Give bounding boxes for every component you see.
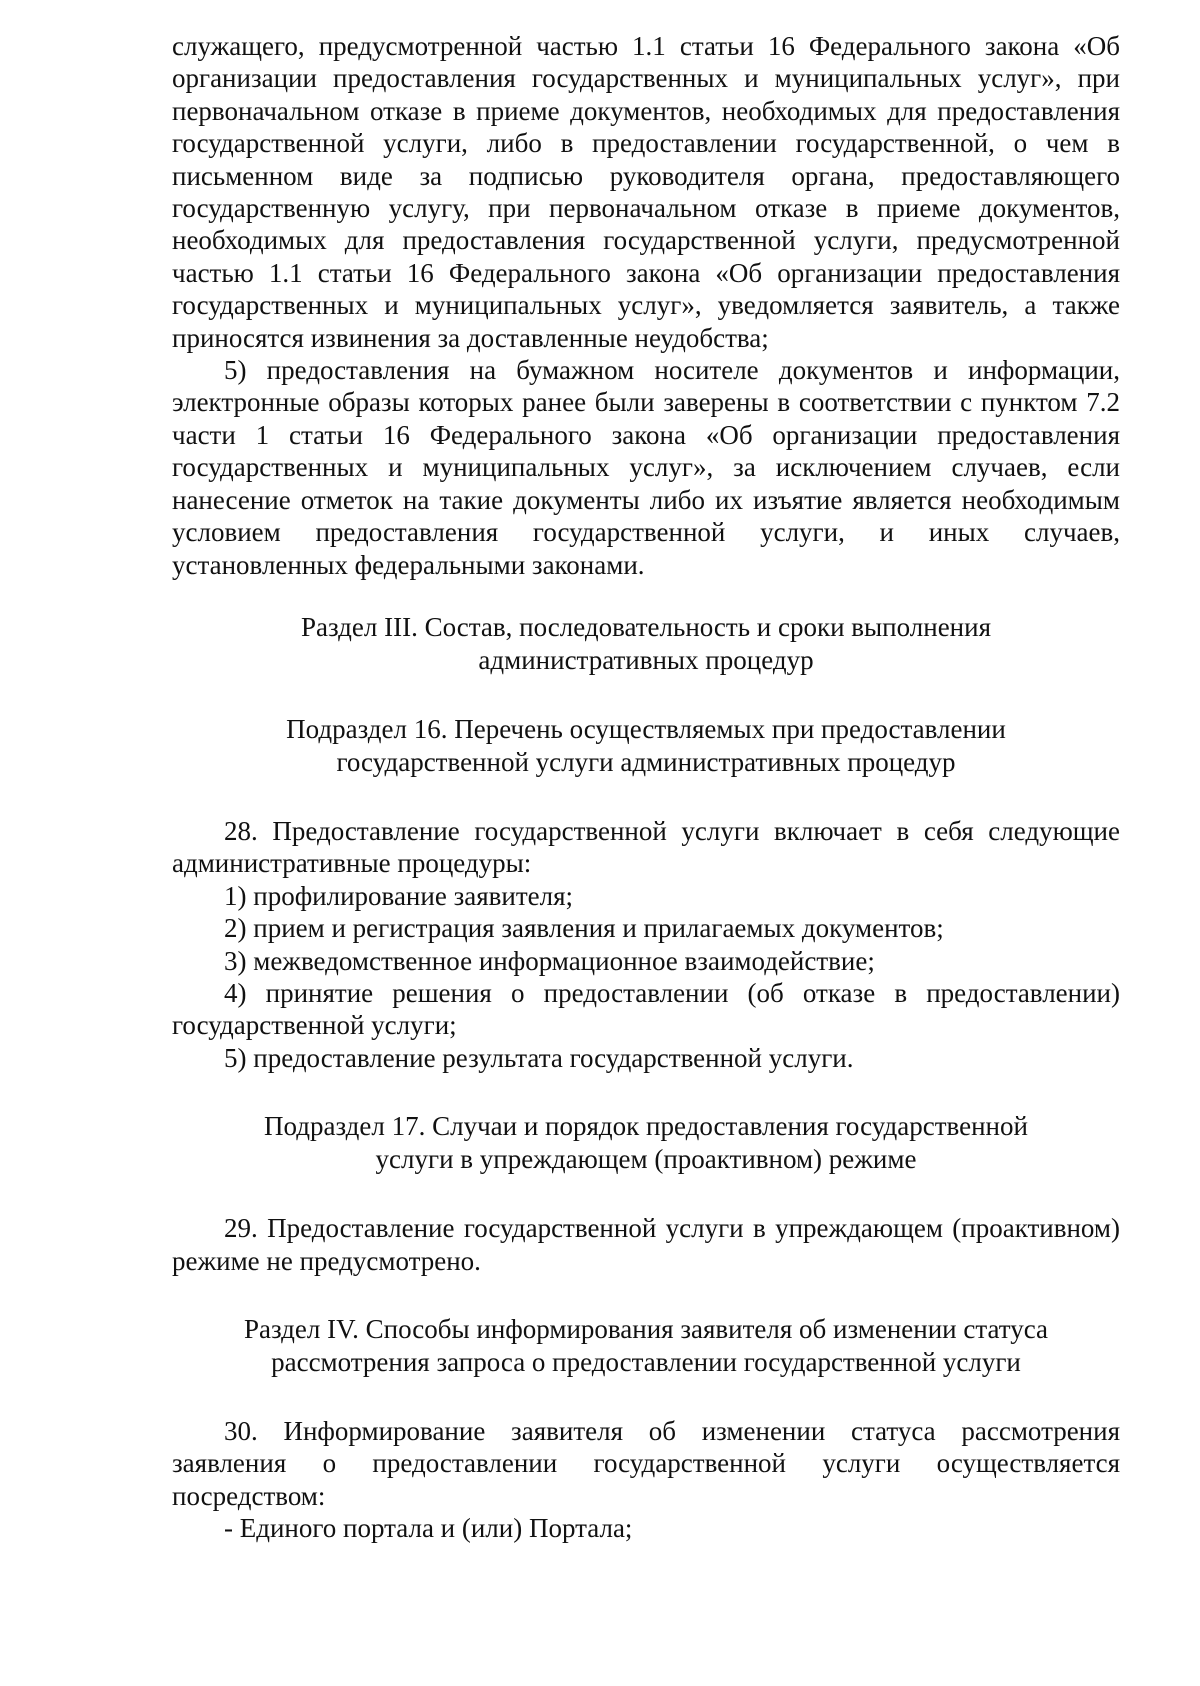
section-3-title-line1: Раздел III. Состав, последовательность и сроки выполнения xyxy=(301,611,991,642)
section-3-heading xyxy=(172,611,1120,677)
paragraph-29: 29. Предоставление государственной услуги в упреждающем (проактивном) режиме не предусмотрено. xyxy=(172,1213,1120,1276)
list-item: 1) профилирование заявителя; xyxy=(224,880,574,911)
list-item: - Единого портала и (или) Портала; xyxy=(224,1513,633,1544)
subsection-16-heading xyxy=(172,713,1120,779)
document-page xyxy=(172,30,1120,1545)
paragraph-item-5: 5) предоставления на бумажном носителе документов и информации, электронные образы которых ранее были заверены в соответствии с пунктом 7.2 части 1 статьи 16 Федерального закона «Об организации предоставления государственных и муниципальных услуг», за исключением случаев, если нанесение отметок на такие документы либо их изъятие является необходимым условием предоставления государственной услуги, и иных случаев, установленных федеральными законами. xyxy=(172,355,1120,580)
list-item: 2) прием и регистрация заявления и прилагаемых документов; xyxy=(224,913,944,944)
subsection-16-title-line2: государственной услуги административных процедур xyxy=(336,746,956,777)
paragraph-continuation: служащего, предусмотренной частью 1.1 статьи 16 Федерального закона «Об организации предоставления государственных и муниципальных услуг», при первоначальном отказе в приеме документов, необходимых для предоставления государственной услуги, либо в предоставлении государственной, о чем в письменном виде за подписью руководителя органа, предоставляющего государственную услугу, при первоначальном отказе в приеме документов, необходимых для предоставления государственной услуги, предусмотренной частью 1.1 статьи 16 Федерального закона «Об организации предоставления государственных и муниципальных услуг», уведомляется заявитель, а также приносятся извинения за доставленные неудобства; xyxy=(172,31,1120,353)
subsection-16-title-line1: Подраздел 16. Перечень осуществляемых при предоставлении xyxy=(286,713,1006,744)
subsection-17-heading xyxy=(172,1110,1120,1176)
section-3-title-line2: административных процедур xyxy=(478,644,814,675)
paragraph-28: 28. Предоставление государственной услуги включает в себя следующие административные процедуры: xyxy=(172,815,1120,879)
list-item: 5) предоставление результата государственной услуги. xyxy=(224,1042,854,1073)
section-4-title-line1: Раздел IV. Способы информирования заявителя об изменении статуса xyxy=(244,1313,1048,1344)
section-4-title-line2: рассмотрения запроса о предоставлении государственной услуги xyxy=(271,1346,1021,1377)
subsection-17-title-line1: Подраздел 17. Случаи и порядок предоставления государственной xyxy=(264,1111,1028,1142)
subsection-17-title-line2: услуги в упреждающем (проактивном) режиме xyxy=(375,1144,917,1175)
section-4-heading xyxy=(172,1313,1120,1379)
list-item: 3) межведомственное информационное взаимодействие; xyxy=(224,945,875,976)
list-item: 4) принятие решения о предоставлении (об отказе в предоставлении) государственной услуги; xyxy=(172,977,1120,1041)
paragraph-30: 30. Информирование заявителя об изменении статуса рассмотрения заявления о предоставлении государственной услуги осуществляется посредством: xyxy=(172,1415,1120,1511)
